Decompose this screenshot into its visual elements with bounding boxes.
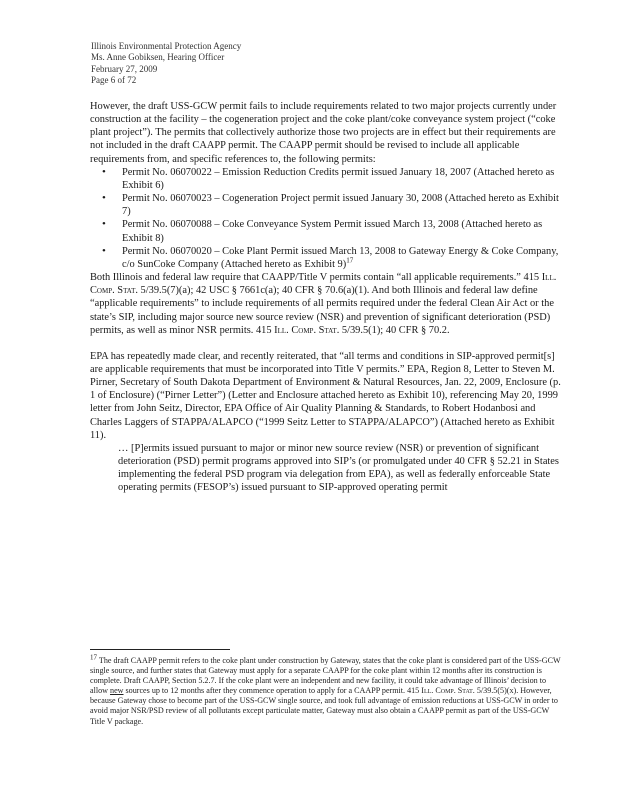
header-date: February 27, 2009 <box>91 63 158 74</box>
paragraph-applicable-requirements <box>90 271 562 337</box>
permit-list-item-text: Permit No. 06070020 – Coke Plant Permit issued March 13, 2008 to Gateway Energy & Coke Company, c/o SunCoke Company (Attached hereto as Exhibit 9) <box>122 245 559 270</box>
footnote <box>90 653 562 727</box>
underlined-word: new <box>110 686 124 696</box>
text-run: sources up to 12 months after they commence operation to apply for a CAAPP permit. 415 <box>123 686 422 696</box>
citation-small-caps: Ill. Comp. Stat. <box>274 324 340 336</box>
citation-small-caps: Ill. Comp. Stat. <box>90 272 557 297</box>
citation-small-caps: Ill. Comp. Stat. <box>421 686 475 696</box>
text-run: The draft CAAPP permit refers to the coke plant under construction by Gateway, states that the coke plant is considered part of the USS-GCW single source, and further states that Gateway must apply for a separate CAAPP for the coke plant within 12 months after its construction is complete. Draft CAAPP, Section 5.2.7. If the coke plant were an independent and new facility, it could take advantage of Illinois’ decision to allow <box>90 656 561 696</box>
footnote-divider <box>90 649 230 650</box>
text-run: 5/39.5(7)(a); 42 USC § 7661c(a); 40 CFR § 70.6(a)(1). And both Illinois and federal law define “applicable requirements” to include requirements of all permits required under the federal Clean Air Act or the state’s SIP, including major source new source review (NSR) and prevention of significant deterioration (PSD) permits, as well as minor NSR permits. 415 <box>90 285 554 336</box>
text-run: 5/39.5(1); 40 CFR § 70.2. <box>339 324 450 336</box>
paragraph-spacer <box>90 337 562 350</box>
footnote-reference[interactable]: 17 <box>346 256 354 265</box>
paragraph-permits-intro: However, the draft USS-GCW permit fails to include requirements related to two major projects currently under construction at the facility – the cogeneration project and the coke plant/coke conveyance system project (“coke plant project”). The permits that collectively authorize those two projects are in effect but their requirements are not included in the draft CAAPP permit. The CAAPP permit should be revised to include all applicable requirements from, and specific references to, the following permits: <box>90 101 557 165</box>
permit-list-item: • Permit No. 06070088 – Coke Conveyance System Permit issued March 13, 2008 (Attached hereto as Exhibit 8) <box>90 218 562 244</box>
header-recipient: Ms. Anne Gobiksen, Hearing Officer <box>91 52 225 63</box>
header-agency: Illinois Environmental Protection Agency <box>91 41 242 51</box>
letter-header <box>91 41 241 87</box>
footnote-number: 17 <box>90 653 97 662</box>
permit-list-item: • Permit No. 06070023 – Cogeneration Project permit issued January 30, 2008 (Attached hereto as Exhibit 7) <box>90 192 562 218</box>
block-quote: … [P]ermits issued pursuant to major or minor new source review (NSR) or prevention of significant deterioration (PSD) permit programs approved into SIP’s (or promulgated under 40 CFR § 52.21 in States implementing the federal PSD program via delegation from EPA), as well as federally enforceable State operating permits (FESOP’s) issued pursuant to SIP-approved operating permit <box>118 442 559 494</box>
permit-list-item: • Permit No. 06070022 – Emission Reduction Credits permit issued January 18, 2007 (Attached hereto as Exhibit 6) <box>90 166 562 192</box>
text-run: 5/39.5(5)(x). However, because Gateway chose to become part of the USS-GCW single source, and took full advantage of emission reductions at USS-GCW in order to avoid major NSR/PSD review of all pollutants except particulate matter, Gateway must also obtain a CAAPP permit as part of the USS-GCW Title V package. <box>90 686 558 726</box>
header-page-number: Page 6 of 72 <box>91 75 137 86</box>
permit-list-item <box>90 245 562 271</box>
paragraph-epa-position: EPA has repeatedly made clear, and recently reiterated, that “all terms and conditions in SIP-approved permit[s] are applicable requirements that must be incorporated into Title V permits.” EPA, Region 8, Letter to Steven M. Pirner, Secretary of South Dakota Department of Environment & Natural Resources, Jan. 22, 2009, Enclosure (p. 1 of Enclosure) (“Pirner Letter”) (Letter and Enclosure attached hereto as Exhibit 10), referencing May 20, 1999 letter from John Seitz, Director, EPA Office of Air Quality Planning & Standards, to Robert Hodanbosi and Charles Laggers of STAPPA/ALAPCO (“1999 Seitz Letter to STAPPA/ALAPCO”) (Attached hereto as Exhibit 11). <box>90 350 561 441</box>
text-run: Both Illinois and federal law require that CAAPP/Title V permits contain “all applicable requirements.” 415 <box>90 272 542 284</box>
permit-list <box>90 166 562 271</box>
document-body <box>90 100 562 495</box>
